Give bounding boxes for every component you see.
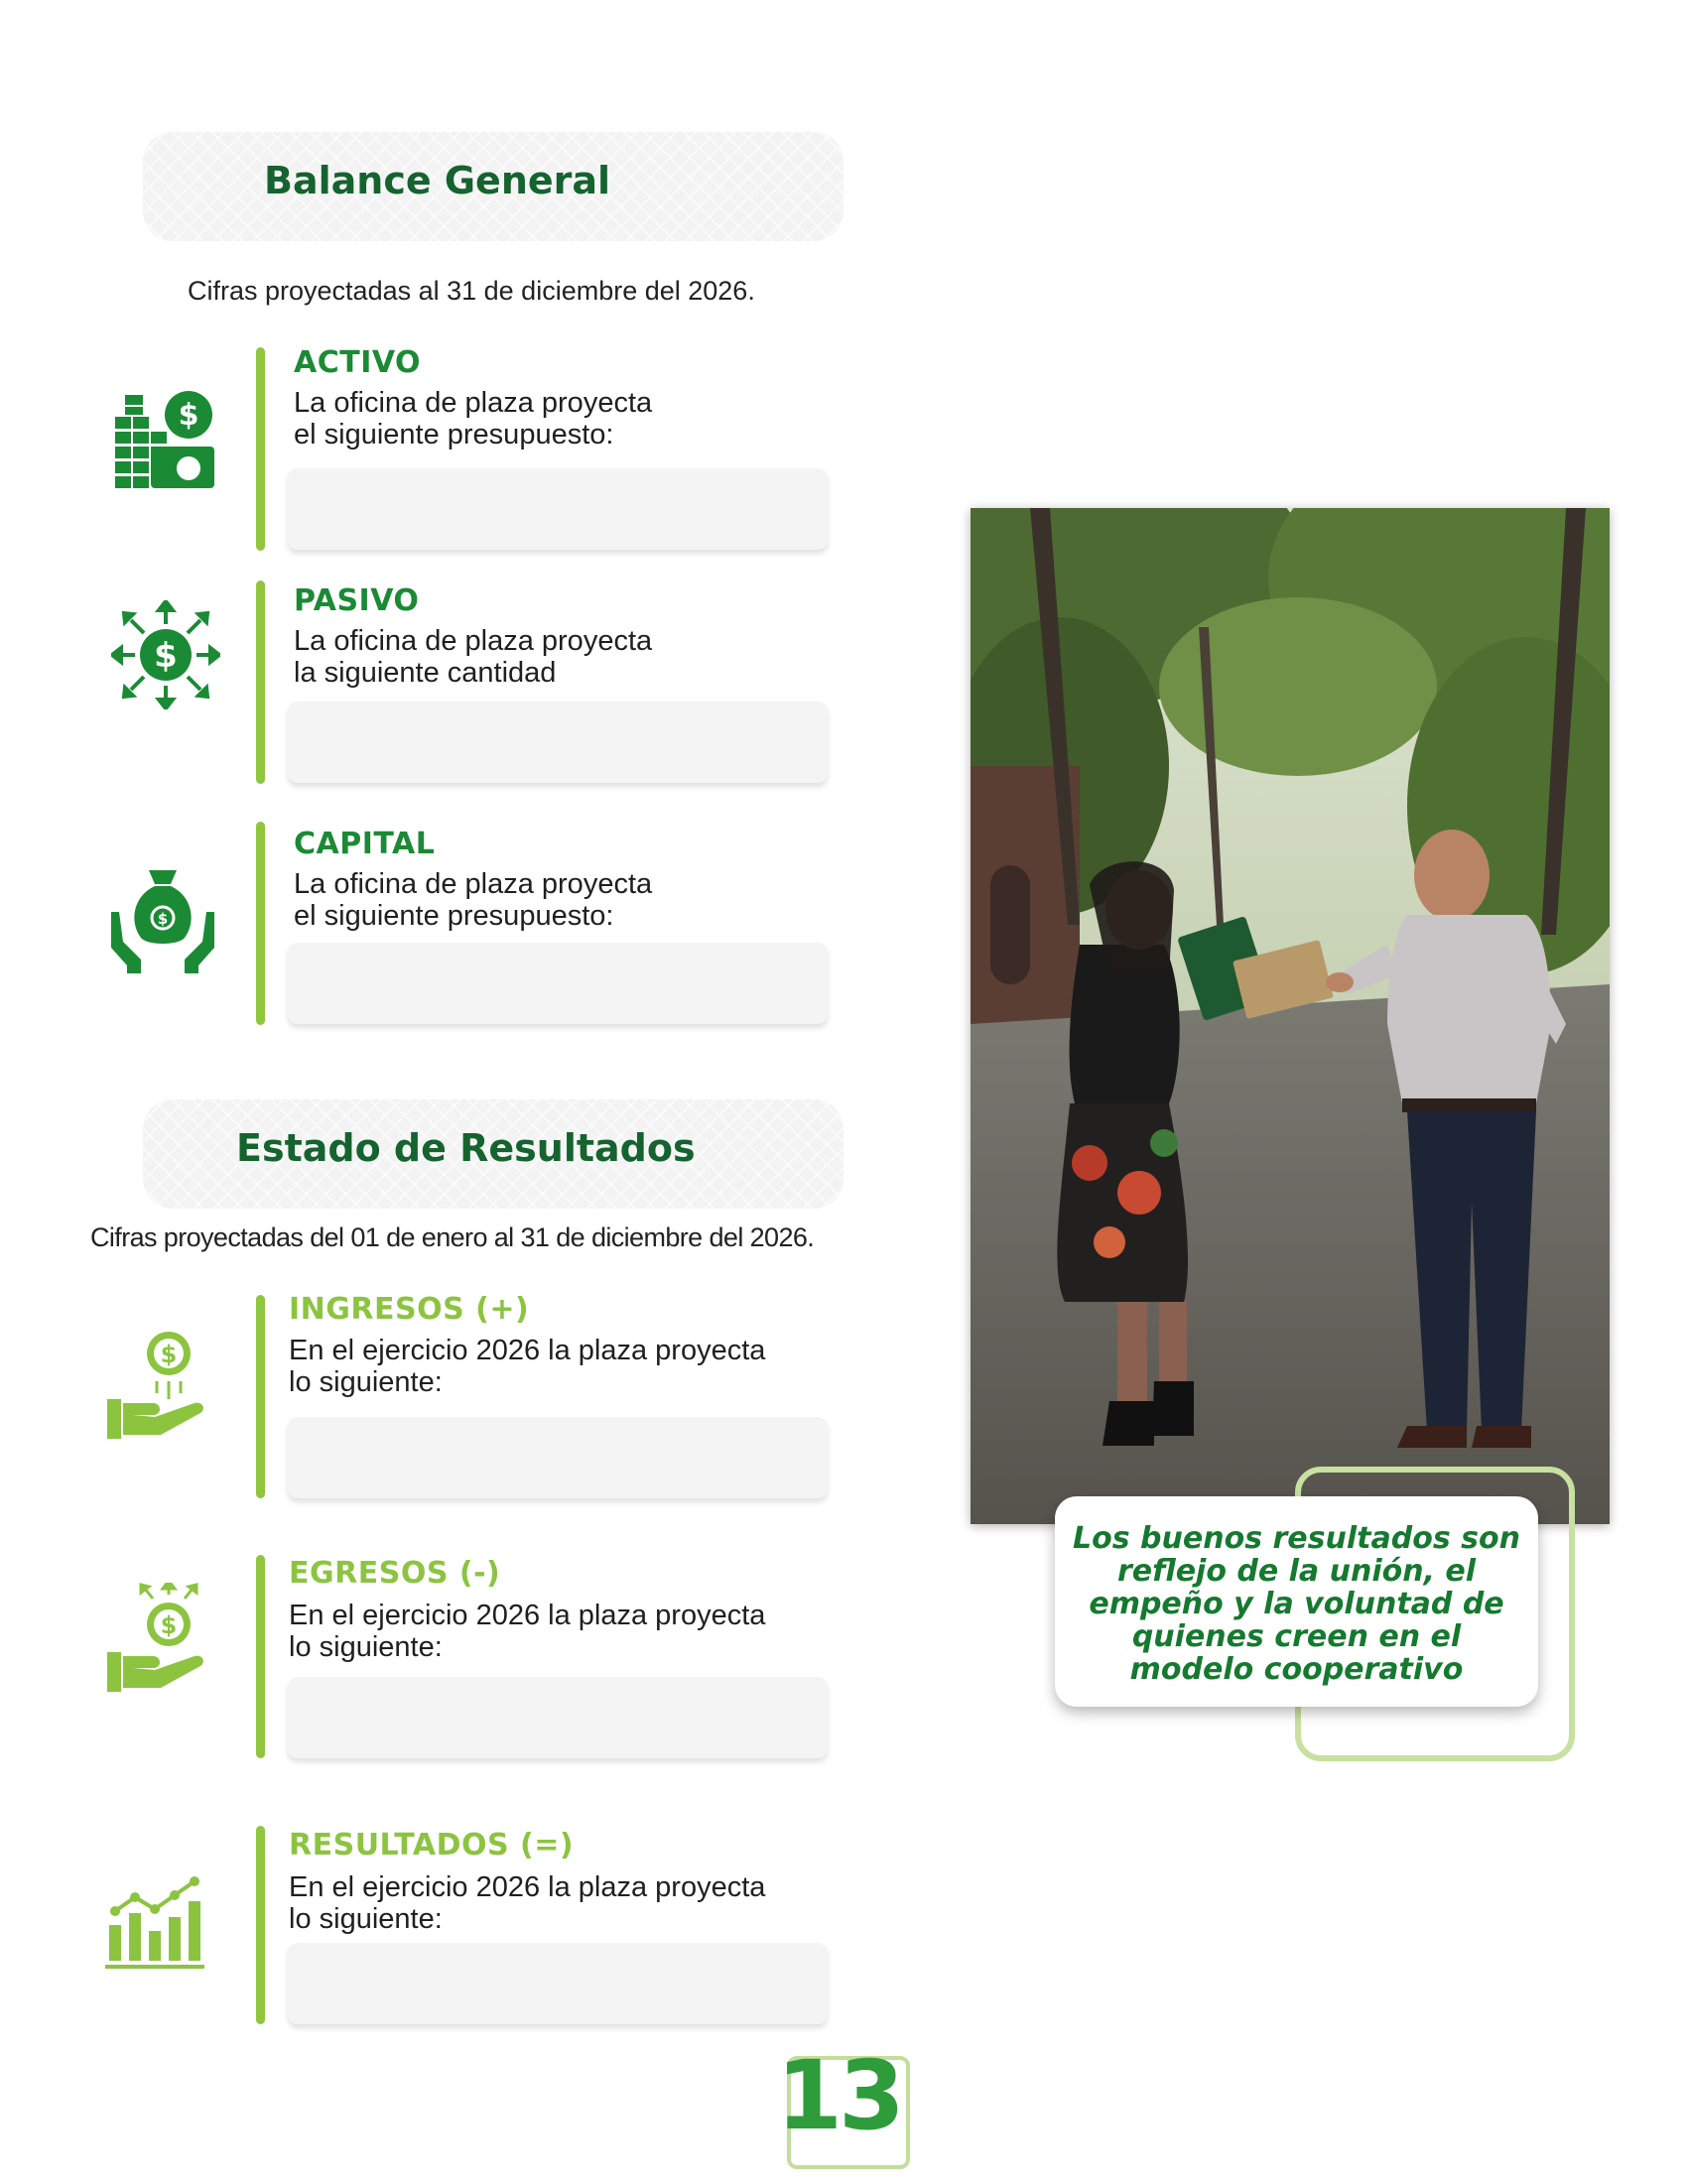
quote-text: Los buenos resultados son reflejo de la unión, el empeño y la voluntad de quienes creen en el modelo cooperativo bbox=[1073, 1521, 1520, 1687]
capital-title: CAPITAL bbox=[294, 827, 436, 861]
quote-card bbox=[1055, 1496, 1538, 1707]
money-coins-icon bbox=[111, 387, 218, 492]
money-bag-hands-icon bbox=[109, 868, 216, 977]
egresos-title: EGRESOS (-) bbox=[289, 1556, 501, 1591]
ingresos-amount-field[interactable] bbox=[288, 1417, 828, 1498]
dollar-arrows-icon bbox=[111, 600, 220, 709]
svg-text:$: $ bbox=[178, 398, 199, 433]
ingresos-text-line1: En el ejercicio 2026 la plaza proyecta bbox=[289, 1335, 766, 1366]
pasivo-text-line1: La oficina de plaza proyecta bbox=[294, 625, 653, 657]
ingresos-text-line2: lo siguiente: bbox=[289, 1366, 443, 1398]
svg-text:$: $ bbox=[160, 1611, 178, 1639]
pasivo-title: PASIVO bbox=[294, 583, 420, 618]
egresos-accent-bar bbox=[256, 1555, 265, 1758]
resultados-subtitle: Cifras proyectadas del 01 de enero al 31 de diciembre del 2026. bbox=[90, 1222, 815, 1252]
ingresos-accent-bar bbox=[256, 1295, 265, 1498]
resultados-text-line1: En el ejercicio 2026 la plaza proyecta bbox=[289, 1871, 766, 1903]
photo-two-people-talking bbox=[971, 508, 1610, 1524]
egresos-amount-field[interactable] bbox=[288, 1677, 828, 1758]
capital-amount-field[interactable] bbox=[288, 943, 828, 1024]
svg-text:$: $ bbox=[157, 910, 169, 928]
svg-text:$: $ bbox=[154, 636, 178, 676]
activo-title: ACTIVO bbox=[294, 345, 422, 380]
balance-title: Balance General bbox=[264, 159, 611, 202]
egresos-text-line1: En el ejercicio 2026 la plaza proyecta bbox=[289, 1600, 766, 1631]
coin-into-hand-icon bbox=[105, 1330, 210, 1441]
pasivo-text-line2: la siguiente cantidad bbox=[294, 657, 557, 689]
balance-subtitle: Cifras proyectadas al 31 de diciembre del 2026. bbox=[188, 276, 755, 306]
capital-accent-bar bbox=[256, 822, 265, 1025]
page-number: 13 bbox=[776, 2040, 901, 2151]
coin-out-of-hand-icon bbox=[105, 1583, 210, 1694]
resultados-amount-field[interactable] bbox=[288, 1943, 828, 2024]
capital-text-line2: el siguiente presupuesto: bbox=[294, 900, 614, 932]
activo-amount-field[interactable] bbox=[288, 468, 828, 550]
egresos-text-line2: lo siguiente: bbox=[289, 1631, 443, 1663]
capital-text-line1: La oficina de plaza proyecta bbox=[294, 868, 653, 900]
activo-accent-bar bbox=[256, 347, 265, 551]
pasivo-accent-bar bbox=[256, 580, 265, 784]
activo-text-line2: el siguiente presupuesto: bbox=[294, 419, 614, 450]
growth-chart-icon bbox=[103, 1873, 206, 1971]
resultados-section-title: RESULTADOS (=) bbox=[289, 1828, 575, 1863]
svg-text:$: $ bbox=[160, 1341, 178, 1368]
resultados-title: Estado de Resultados bbox=[236, 1126, 696, 1170]
pasivo-amount-field[interactable] bbox=[288, 702, 828, 783]
ingresos-title: INGRESOS (+) bbox=[289, 1292, 530, 1327]
resultados-text-line2: lo siguiente: bbox=[289, 1903, 443, 1935]
activo-text-line1: La oficina de plaza proyecta bbox=[294, 387, 653, 419]
resultados-accent-bar bbox=[256, 1826, 265, 2024]
